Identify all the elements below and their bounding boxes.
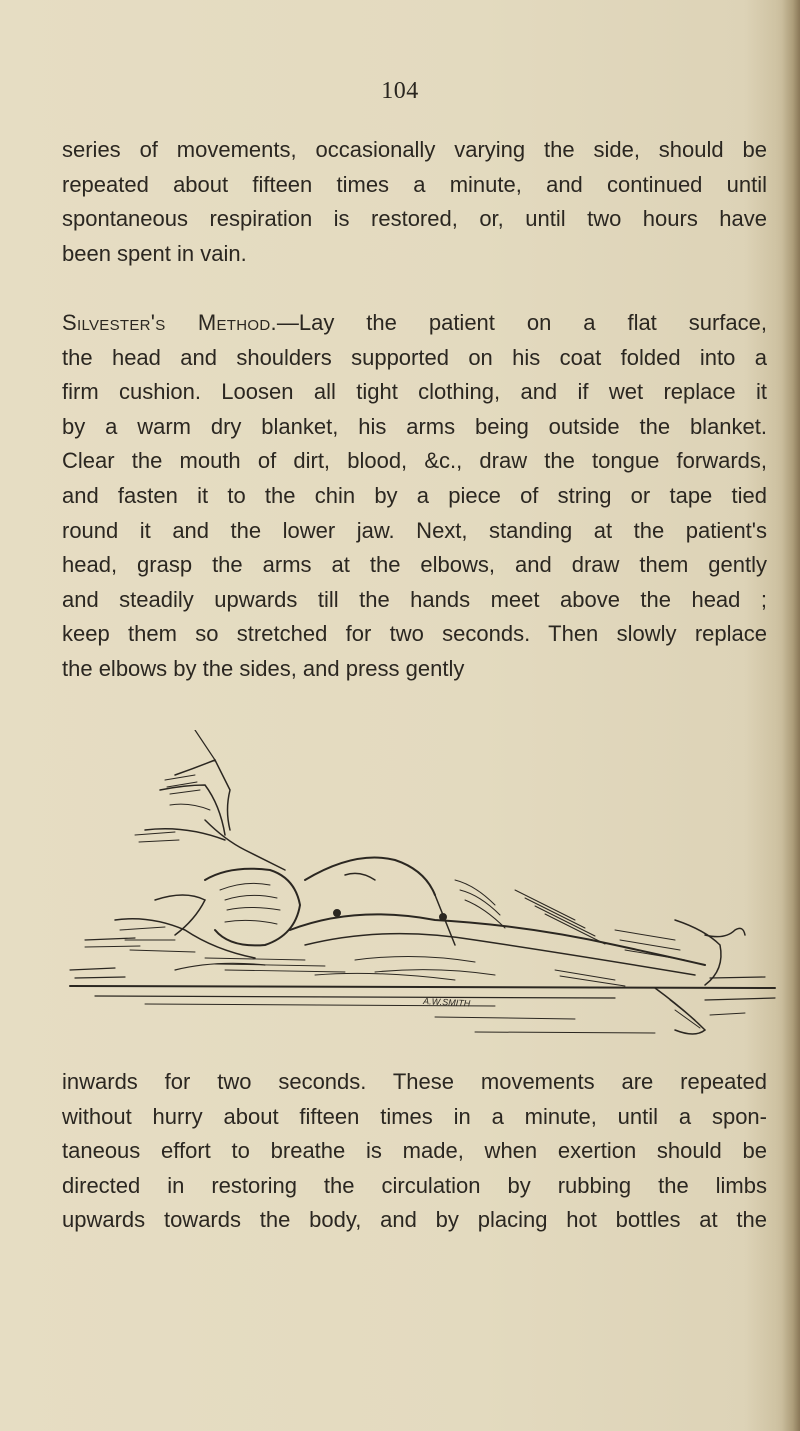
text-line-with-heading (62, 306, 767, 341)
text-line: the head and shoulders supported on his coat folded into a (62, 344, 767, 370)
text-line: spontaneous respiration is restored, or, until two hours have (62, 206, 767, 232)
text-line: by a warm dry blanket, his arms being outside the blanket. (62, 413, 767, 439)
text-line: and fasten it to the chin by a piece of string or tape tied (62, 482, 767, 508)
text-line: been spent in vain. (62, 240, 247, 266)
patient-body (290, 858, 745, 1035)
text-line: series of movements, occasionally varying the side, should be (62, 137, 767, 162)
paragraph-silvester-method (62, 306, 767, 687)
text-line: without hurry about fifteen times in a minute, until a spon- (62, 1103, 767, 1129)
text-line: taneous effort to breathe is made, when exertion should be (62, 1138, 767, 1164)
text-line: Clear the mouth of dirt, blood, &c., draw the tongue forwards, (62, 448, 767, 474)
text-line: directed in restoring the circulation by rubbing the limbs (62, 1172, 767, 1198)
page-number: 104 (381, 78, 419, 104)
shading-hatches (205, 958, 625, 986)
engraving-illustration (55, 730, 795, 1060)
text-line: keep them so stretched for two seconds. Then slowly replace (62, 621, 767, 647)
text-line: repeated about fifteen times a minute, and continued until (62, 171, 767, 197)
ground-lines (70, 938, 775, 1033)
rescuer-figure (115, 869, 300, 970)
text-fragment: —Lay the patient on a flat surface, (276, 310, 768, 335)
page-edge-shadow (782, 0, 800, 1431)
engraver-signature: A.W.SMITH (422, 996, 471, 1009)
text-line: upwards towards the body, and by placing hot bottles at the (62, 1207, 767, 1233)
paragraph-continued-after-figure (62, 1065, 767, 1238)
text-line: round it and the lower jaw. Next, standing at the patient's (62, 517, 767, 543)
text-line: and steadily upwards till the hands meet above the head ; (62, 586, 767, 612)
raised-arms (135, 730, 285, 870)
text-line: the elbows by the sides, and press gently (62, 655, 465, 681)
text-line: head, grasp the arms at the elbows, and draw them gently (62, 552, 767, 578)
paragraph-continued (62, 133, 767, 271)
section-heading: Silvester's Method. (62, 310, 277, 335)
text-line: firm cushion. Loosen all tight clothing, and if wet replace it (62, 379, 767, 405)
text-line: inwards for two seconds. These movements are repeated (62, 1069, 767, 1094)
